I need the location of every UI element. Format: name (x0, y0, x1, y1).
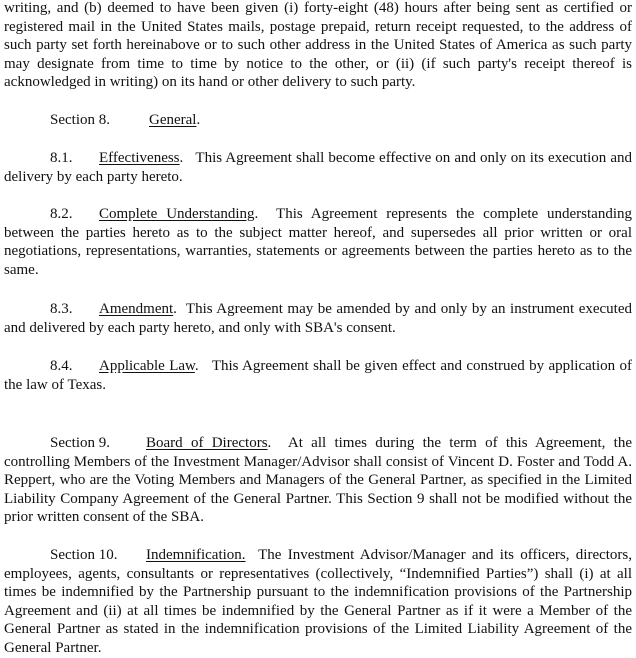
section-9-paragraph: Section 9. Board of Directors. At all times during the term of this Agreement, the controlling Members of the Investment Manager/Advisor shall consist of Vincent D. Foster and Todd A. Reppert, who are the Voting Members and Managers of the General Partner, as specified in the Limited Liability Company Agreement of the General Partner. This Section 9 shall not be modified without the prior written consent of the SBA. (4, 435, 632, 526)
section-8-4-paragraph: 8.4. Applicable Law. This Agreement shall be given effect and construed by application of the law of Texas. (4, 358, 633, 393)
section-9-label: Section 9. (50, 435, 110, 451)
section-8-1-body: This Agreement shall become effective on and only on its execution and delivery by each party hereto. (4, 150, 632, 185)
section-8-2-number: 8.2. (50, 206, 73, 222)
section-8-4-title: Applicable Law (99, 358, 195, 374)
section-8-2-paragraph: 8.2. Complete Understanding. This Agreement represents the complete understanding between the parties hereto as to the subject matter hereof, and supersedes all prior written or oral negotiations, representations, warranties, statements or agreements between the parties hereto as to the same. (4, 206, 633, 278)
section-8-3-paragraph: 8.3. Amendment. This Agreement may be amended by and only by an instrument executed and delivered by each party hereto, and only with SBA's consent. (4, 301, 633, 336)
section-8-title-suffix: . (196, 112, 201, 128)
section-8-1-number: 8.1. (50, 150, 73, 166)
section-8-4-number: 8.4. (50, 358, 73, 374)
notice-continuation-text: writing, and (b) deemed to have been given (i) forty-eight (48) hours after being sent as certified or registered mail in the United States mails, postage prepaid, return receipt requested, to the address of such party set forth hereinabove or to such other address in the United States of America as such party may designate from time to time by notice to the other, or (ii) (if such party's receipt thereof is acknowledged in writing) on its hand or other delivery to such party. (4, 0, 632, 91)
section-8-label: Section 8. (50, 112, 110, 128)
section-8-1-paragraph: 8.1. Effectiveness. This Agreement shall become effective on and only on its execution and delivery by each party hereto. (4, 150, 632, 185)
section-8-title: General (149, 112, 197, 128)
section-10-label: Section 10. (50, 547, 118, 563)
section-8-4-body: This Agreement shall be given effect and construed by application of the law of Texas. (4, 358, 633, 393)
section-9-title: Board of Directors (146, 435, 268, 451)
section-10-body: The Investment Advisor/Manager and its officers, directors, employees, agents, consultants or representatives (collectively, “Indemnified Parties”) shall (i) at all times be indemnified by the Partnership pursuant to the indemnification provisions of the Partnership Agreement and (ii) at all times be indemnified by the General Partner as if it were a Member of the General Partner as stated in the indemnification provisions of the Limited Liability Agreement of the General Partner. (4, 547, 633, 656)
section-10-title: Indemnification. (146, 547, 246, 563)
section-8-3-body: This Agreement may be amended by and only by an instrument executed and delivered by each party hereto, and only with SBA's consent. (4, 301, 633, 336)
section-8-heading (50, 111, 200, 129)
notice-continuation-paragraph (4, 0, 632, 92)
section-8-2-title: Complete Understanding (99, 206, 255, 222)
section-8-3-number: 8.3. (50, 301, 73, 317)
section-10-paragraph (4, 546, 632, 658)
section-8-2-body: This Agreement represents the complete understanding between the parties hereto as to the subject matter hereof, and supersedes all prior written or oral negotiations, representations, warranties, statements or agreements between the parties hereto as to the same. (4, 206, 633, 278)
section-8-3-title: Amendment (99, 301, 174, 317)
section-9-body: At all times during the term of this Agreement, the controlling Members of the Investment Manager/Advisor shall consist of Vincent D. Foster and Todd A. Reppert, who are the Voting Members and Managers of the General Partner, as specified in the Limited Liability Company Agreement of the General Partner. This Section 9 shall not be modified without the prior written consent of the SBA. (4, 435, 632, 526)
section-8-1-title: Effectiveness (99, 150, 180, 166)
